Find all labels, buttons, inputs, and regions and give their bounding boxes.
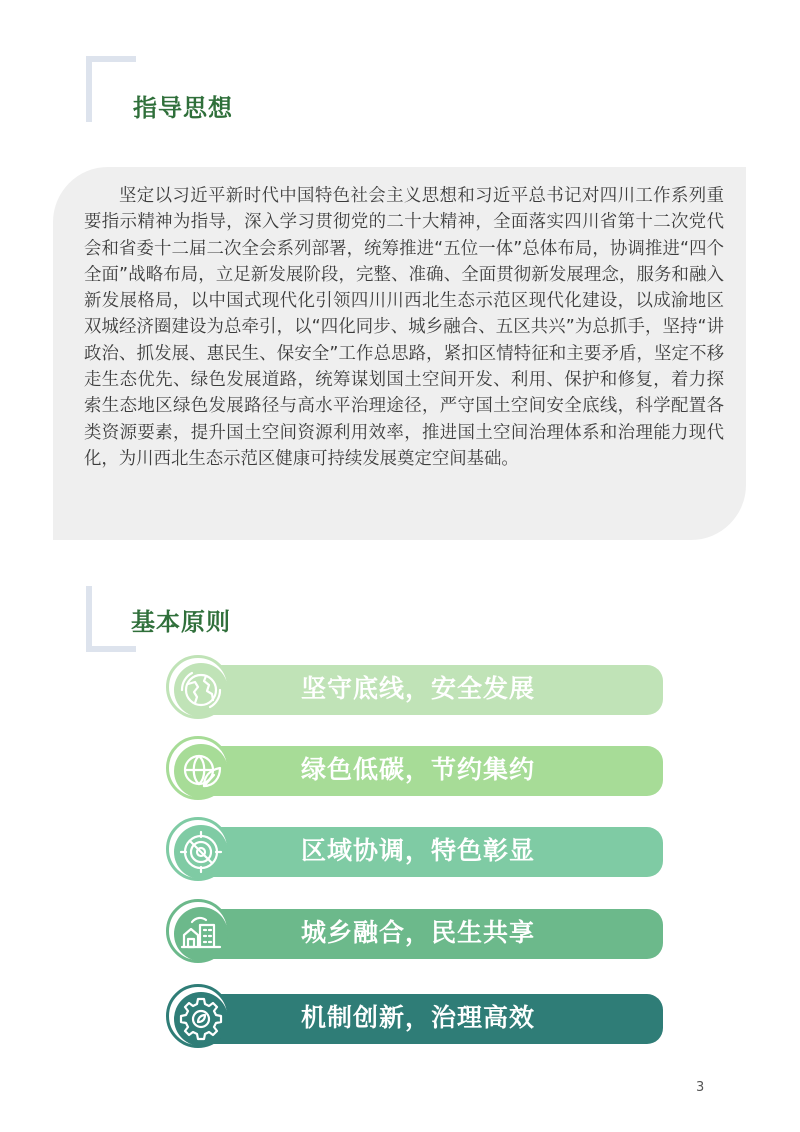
page-number: 3	[696, 1080, 705, 1095]
principle-label-3: 区域协调，特色彰显	[301, 836, 536, 865]
basic-principles-heading-frame	[86, 586, 136, 652]
target-radar-icon	[178, 829, 224, 875]
principle-label-2: 绿色低碳，节约集约	[301, 755, 536, 784]
leaf-globe-icon	[178, 748, 224, 794]
principle-badge-3	[166, 817, 230, 881]
guiding-thought-title: 指导思想	[133, 94, 233, 122]
principle-item-2	[166, 736, 663, 800]
principle-item-1	[166, 655, 663, 719]
principle-item-3	[166, 817, 663, 881]
gear-icon	[178, 996, 224, 1042]
principle-badge-1	[166, 655, 230, 719]
town-village-icon	[178, 911, 224, 957]
principle-label-1: 坚守底线，安全发展	[301, 674, 536, 703]
principle-label-4: 城乡融合，民生共享	[301, 918, 536, 947]
principle-label-5: 机制创新，治理高效	[301, 1003, 536, 1032]
basic-principles-title: 基本原则	[131, 608, 231, 636]
principle-item-5	[166, 984, 663, 1048]
globe-bounds-icon	[178, 667, 224, 713]
principle-badge-4	[166, 899, 230, 963]
principle-badge-5	[166, 984, 230, 1048]
principle-item-4	[166, 899, 663, 963]
principle-badge-2	[166, 736, 230, 800]
guiding-thought-heading-frame	[86, 56, 136, 122]
guiding-thought-paragraph: 坚定以习近平新时代中国特色社会主义思想和习近平总书记对四川工作系列重要指示精神为指导，深入学习贯彻党的二十大精神，全面落实四川省第十二次党代会和省委十二届二次全会系列部署，统筹推进“五位一体”总体布局，协调推进“四个全面”战略布局，立足新发展阶段，完整、准确、全面贯彻新发展理念，服务和融入新发展格局，以中国式现代化引领四川川西北生态示范区现代化建设，以成渝地区双城经济圈建设为总牵引，以“四化同步、城乡融合、五区共兴”为总抓手，坚持“讲政治、抓发展、惠民生、保安全”工作总思路，紧扣区情特征和主要矛盾，坚定不移走生态优先、绿色发展道路，统筹谋划国土空间开发、利用、保护和修复，着力探索生态地区绿色发展路径与高水平治理途径，严守国土空间安全底线，科学配置各类资源要素，提升国土空间资源利用效率，推进国土空间治理体系和治理能力现代化，为川西北生态示范区健康可持续发展奠定空间基础。	[84, 186, 724, 469]
